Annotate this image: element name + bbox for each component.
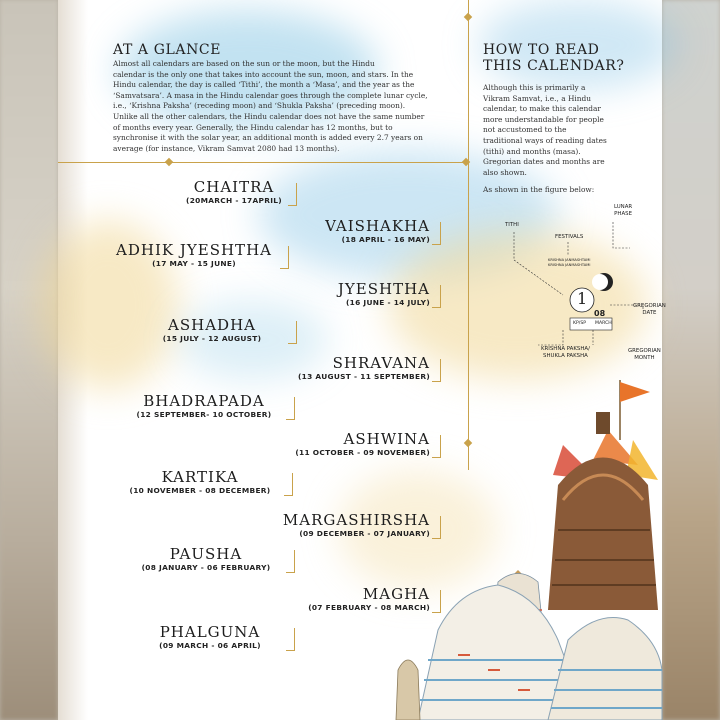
at-a-glance-line: synchronise it with the solar year, an additional month is added every 2.7 years on bbox=[113, 133, 423, 143]
how-to-read-line: Although this is primarily a bbox=[483, 83, 586, 92]
gold-bracket bbox=[432, 285, 441, 308]
at-a-glance-line: Unlike all the other calendars, the Hindu calendar does not have the same number bbox=[113, 111, 425, 121]
calendar-page bbox=[58, 0, 666, 720]
month-small-label: MARCH bbox=[595, 321, 612, 326]
how-to-read-line: more understandable for people bbox=[483, 114, 604, 124]
diagram-label-line: PHASE bbox=[614, 210, 632, 217]
gregorian-date-label bbox=[633, 303, 666, 316]
month-name: KARTIKA bbox=[161, 468, 239, 486]
lunar-phase-label bbox=[614, 204, 632, 217]
month-name: JYESHTHA bbox=[337, 280, 430, 298]
month-date-range: (12 SEPTEMBER- 10 OCTOBER) bbox=[136, 410, 272, 419]
month-date-range: (13 AUGUST - 11 SEPTEMBER) bbox=[297, 372, 430, 381]
month-name: PHALGUNA bbox=[159, 623, 261, 641]
gold-bracket bbox=[284, 473, 293, 496]
how-to-read-heading bbox=[483, 42, 625, 74]
diagram-label-line: LUNAR bbox=[614, 204, 633, 210]
month-name: VAISHAKHA bbox=[325, 217, 430, 235]
month-name: ADHIK JYESHTHA bbox=[116, 241, 272, 259]
gold-divider bbox=[58, 162, 463, 163]
month-ashadha bbox=[138, 317, 286, 343]
gold-bracket bbox=[286, 628, 295, 651]
month-date-range: (17 MAY - 15 JUNE) bbox=[152, 259, 236, 268]
month-date-range: (11 OCTOBER - 09 NOVEMBER) bbox=[295, 448, 430, 457]
month-name: ASHWINA bbox=[343, 430, 430, 448]
month-date-range: (09 DECEMBER - 07 JANUARY) bbox=[299, 529, 430, 538]
at-a-glance-line: average (for instance, Vikram Samvat 2080 had 13 months). bbox=[113, 143, 340, 153]
at-a-glance-heading: AT A GLANCE bbox=[113, 42, 222, 58]
at-a-glance-line: i.e., ‘Krishna Paksha’ (receding moon) and ‘Shukla Paksha’ (preceding moon). bbox=[113, 101, 406, 111]
month-name: SHRAVANA bbox=[332, 354, 430, 372]
month-date-range: (16 JUNE - 14 JULY) bbox=[345, 298, 430, 307]
month-date-range: (09 MARCH - 06 APRIL) bbox=[159, 641, 261, 650]
how-to-read-line: Vikram Samvat, i.e., a Hindu bbox=[483, 93, 592, 103]
lunar-phase-connector bbox=[613, 222, 630, 248]
month-bhadrapada bbox=[124, 393, 284, 419]
month-date-range: (15 JULY - 12 AUGUST) bbox=[162, 334, 262, 343]
month-name: BHADRAPADA bbox=[143, 392, 265, 410]
tithi-label: TITHI bbox=[505, 222, 519, 228]
kp-sp-label: KP/SP bbox=[573, 321, 587, 326]
gold-bracket bbox=[286, 397, 295, 420]
how-to-read-line: (tithi) and months (masa). bbox=[483, 146, 581, 156]
diagram-label-line: GREGORIAN bbox=[628, 348, 661, 354]
diagram-label-line: MONTH bbox=[634, 354, 655, 361]
at-a-glance-line: ‘Samvatsara’. A masa in the Hindu calendar goes through the complete lunar cycle, bbox=[113, 90, 428, 100]
gold-bracket bbox=[288, 321, 297, 344]
gold-bracket bbox=[280, 246, 289, 269]
month-adhik-jyeshtha bbox=[108, 242, 280, 268]
month-kartika bbox=[118, 469, 282, 495]
how-to-read-body bbox=[483, 83, 633, 178]
how-to-read-line: also shown. bbox=[483, 167, 527, 177]
month-jyeshtha bbox=[320, 281, 430, 307]
diagram-label-line: KRISHNA PAKSHA/ bbox=[541, 346, 590, 352]
how-to-read-title-line: HOW TO READ bbox=[483, 42, 600, 58]
how-to-read-line: calendar, to make this calendar bbox=[483, 104, 601, 114]
month-date-range: (10 NOVEMBER - 08 DECEMBER) bbox=[129, 486, 271, 495]
festival-name: KRISHNA JANMASHTAMI bbox=[548, 258, 591, 262]
temple-small-shrine bbox=[396, 660, 420, 720]
month-vaishakha bbox=[306, 218, 430, 244]
month-name: MAGHA bbox=[362, 585, 430, 603]
how-to-read-line: Gregorian dates and months are bbox=[483, 157, 605, 167]
at-a-glance-line: Hindu calendar, the day is called ‘Tithi’, the month a ‘Masa’, and the year as the bbox=[113, 80, 415, 90]
month-name: MARGASHIRSHA bbox=[282, 511, 430, 529]
month-pausha bbox=[128, 546, 284, 572]
gregorian-month-label bbox=[628, 348, 661, 361]
diagram-label-line: SHUKLA PAKSHA bbox=[543, 352, 588, 359]
gold-bracket bbox=[286, 550, 295, 573]
gold-bracket bbox=[432, 222, 441, 245]
month-phalguna bbox=[136, 624, 284, 650]
figure-intro: As shown in the figure below: bbox=[483, 185, 595, 194]
how-to-read-title-line: THIS CALENDAR? bbox=[483, 58, 625, 74]
month-name: PAUSHA bbox=[169, 545, 243, 563]
festival-names bbox=[548, 258, 590, 267]
month-chaitra bbox=[178, 179, 290, 205]
diagram-label-line: GREGORIAN bbox=[633, 303, 666, 309]
how-to-read-line: traditional ways of reading dates bbox=[483, 135, 607, 145]
background-blur-right bbox=[662, 0, 720, 720]
month-name: ASHADHA bbox=[168, 316, 256, 334]
diagram-label-line: DATE bbox=[642, 309, 657, 316]
paksha-label bbox=[541, 346, 590, 359]
moon-phase-shadow bbox=[592, 274, 608, 290]
month-date-range: (07 FEBRUARY - 08 MARCH) bbox=[308, 603, 430, 612]
festivals-label: FESTIVALS bbox=[555, 234, 584, 240]
month-date-range: (18 APRIL - 16 MAY) bbox=[341, 235, 430, 244]
festival-name: KRISHNA JANMASHTAMI bbox=[548, 262, 591, 267]
gold-bracket bbox=[288, 183, 297, 206]
background-blur-left bbox=[0, 0, 58, 720]
gold-ornament bbox=[464, 13, 472, 21]
date-number: 08 bbox=[594, 309, 606, 318]
temple-illustration bbox=[358, 370, 662, 720]
at-a-glance-line: Almost all calendars are based on the sun or the moon, but the Hindu bbox=[113, 59, 375, 68]
how-to-read-line: not accustomed to the bbox=[483, 125, 567, 135]
month-date-range: (20MARCH - 17APRIL) bbox=[186, 196, 282, 205]
tithi-number: 1 bbox=[577, 289, 588, 308]
at-a-glance-line: calendar is the only one that takes into account the sun, moon, and stars. In the bbox=[113, 69, 414, 79]
gold-ornament bbox=[165, 158, 173, 166]
paksha-connector bbox=[538, 330, 563, 345]
month-name: CHAITRA bbox=[193, 178, 275, 196]
at-a-glance-body bbox=[113, 59, 458, 154]
month-date-range: (08 JANUARY - 06 FEBRUARY) bbox=[141, 563, 271, 572]
at-a-glance-line: of months every year. Generally, the Hindu calendar has 12 months, but to bbox=[113, 122, 393, 132]
